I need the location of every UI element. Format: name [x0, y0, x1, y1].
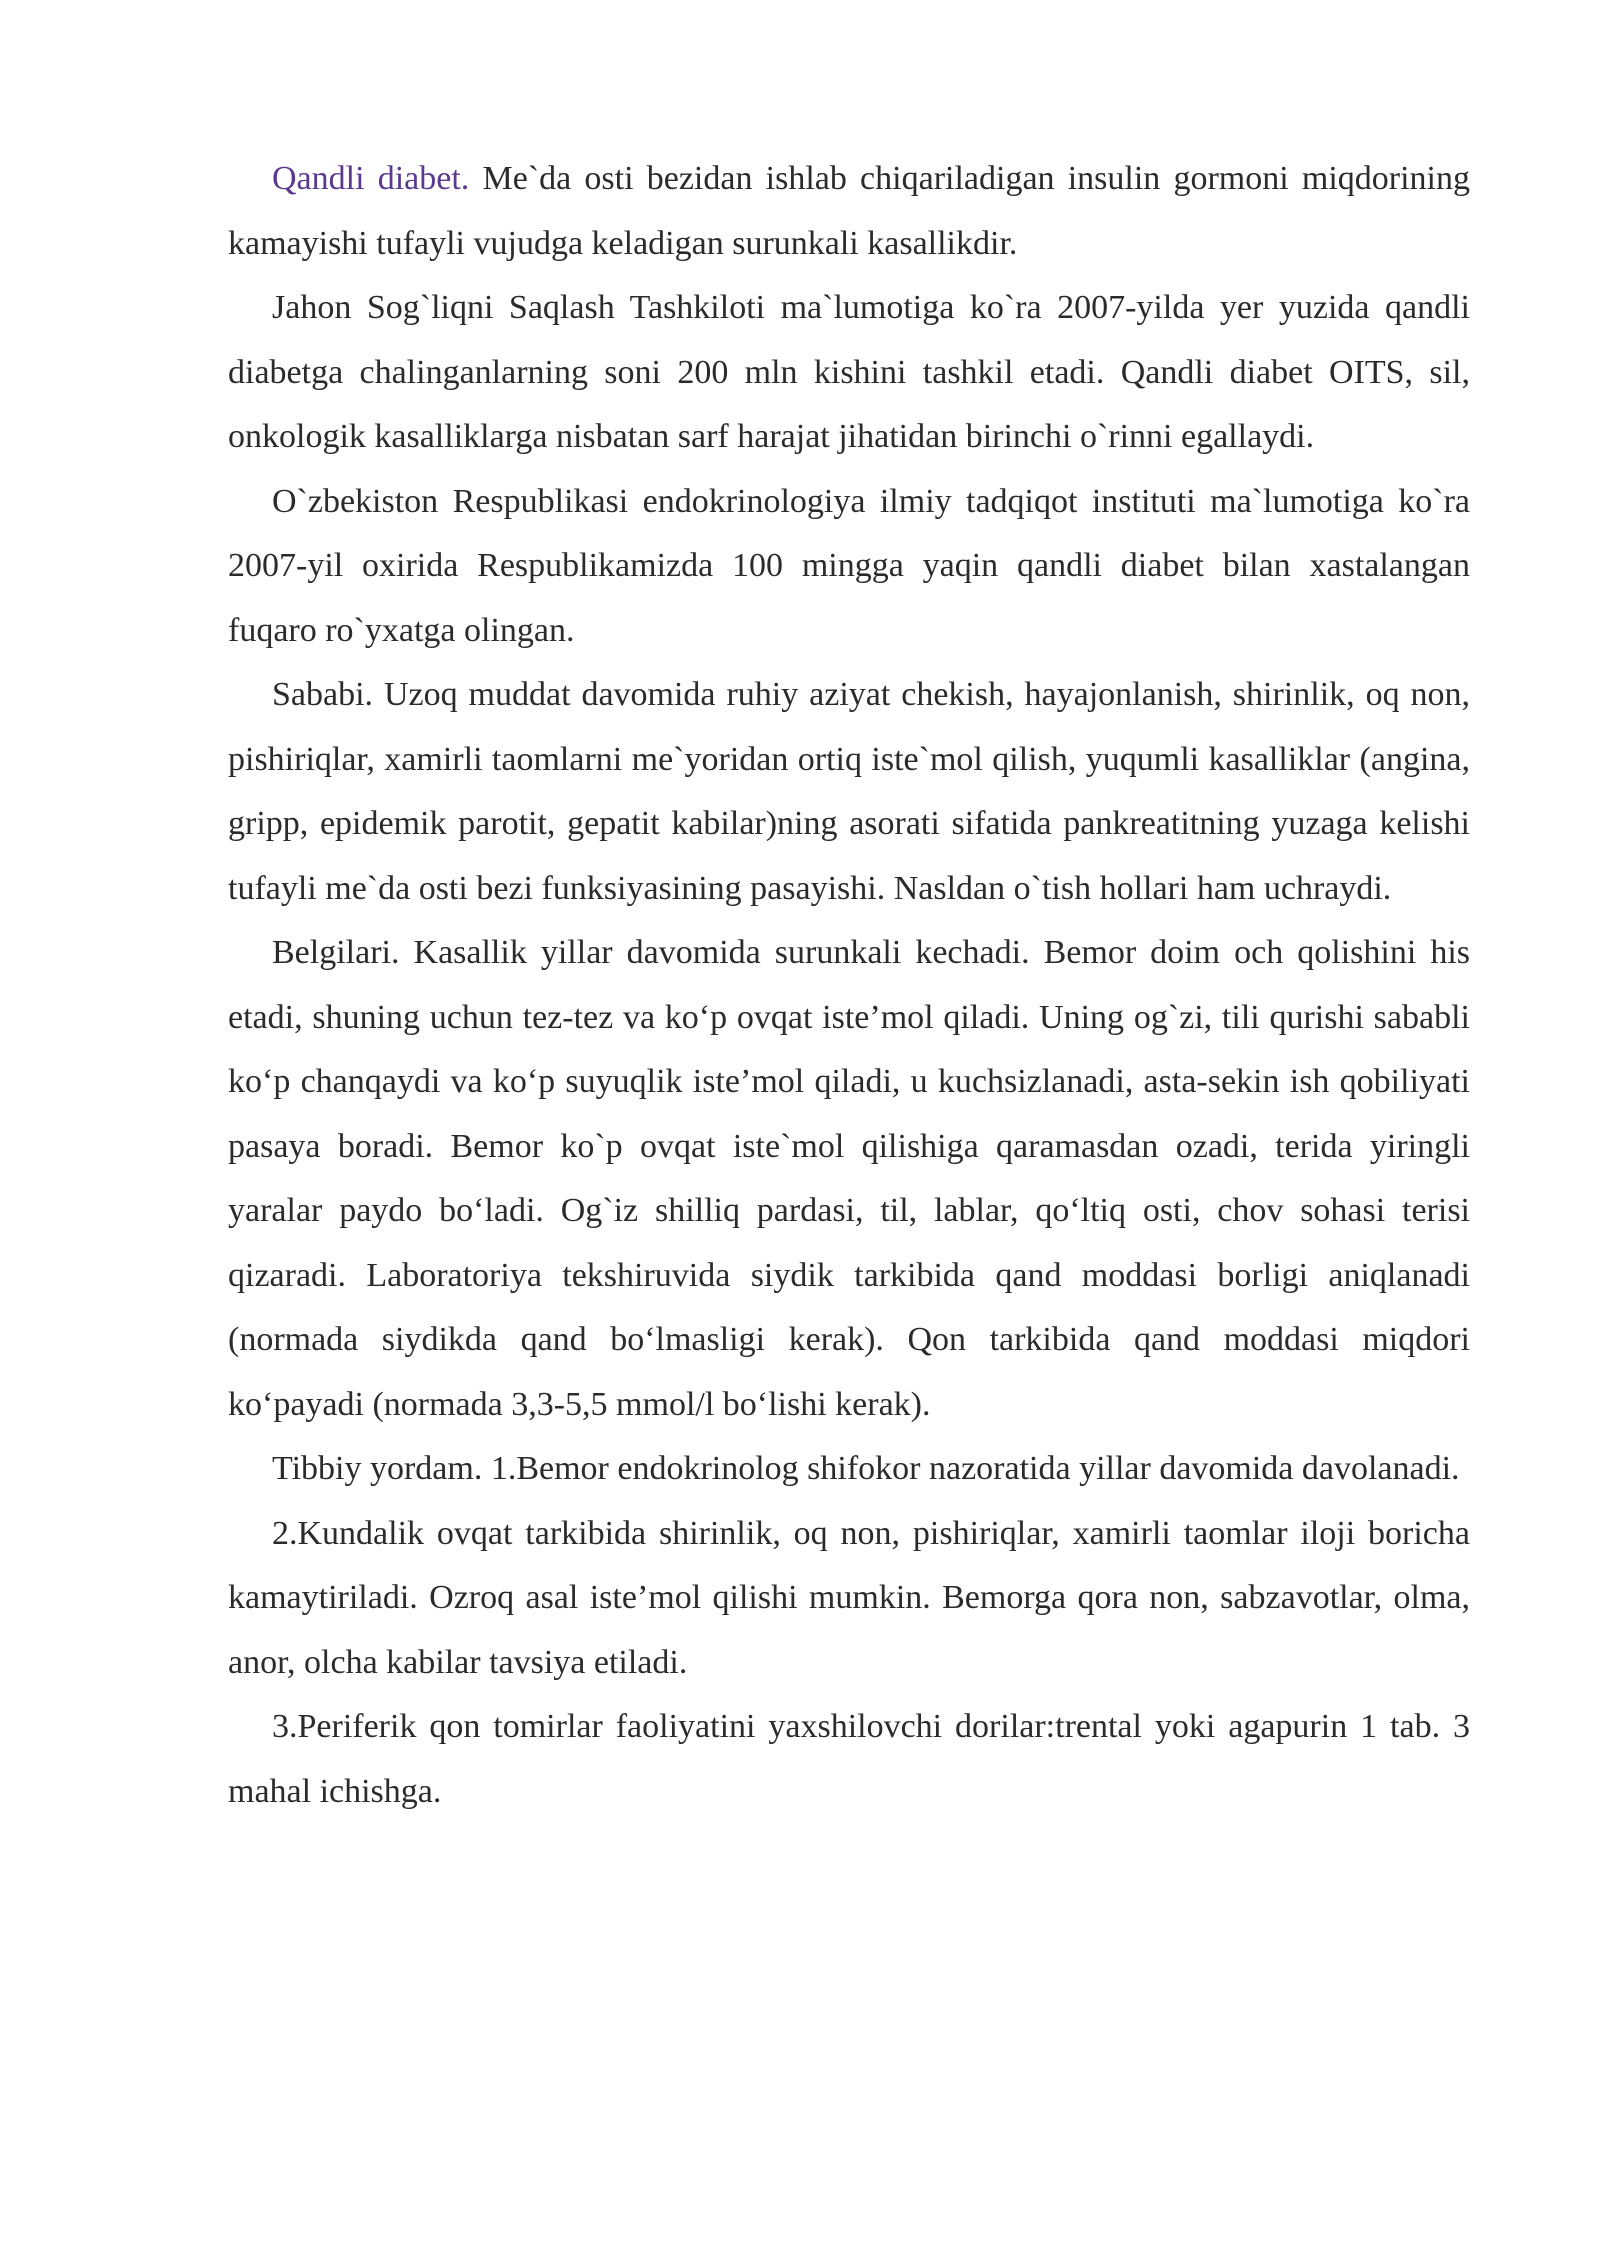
paragraph-text: Tibbiy yordam. 1.Bemor endokrinolog shifokor nazoratida yillar davomida davolanadi.: [272, 1450, 1460, 1487]
paragraph-medical-help-2: [228, 1502, 1470, 1696]
paragraph-symptoms: [228, 921, 1470, 1437]
paragraph-text: Jahon Sog`liqni Saqlash Tashkiloti ma`lumotiga ko`ra 2007-yilda yer yuzida qandli diabetga chalinganlarning soni 200 mln kishini tashkil etadi. Qandli diabet OITS, sil, onkologik kasalliklarga nisbatan sarf harajat jihatidan birinchi o`rinni egallaydi.: [228, 289, 1470, 455]
paragraph-text: Sababi. Uzoq muddat davomida ruhiy aziyat chekish, hayajonlanish, shirinlik, oq non, pishiriqlar, xamirli taomlarni me`yoridan ortiq iste`mol qilish, yuqumli kasalliklar (angina, gripp, epidemik parotit, gepatit kabilar)ning asorati sifatida pankreatitning yuzaga kelishi tufayli me`da osti bezi funksiyasining pasayishi. Nasldan o`tish hollari ham uchraydi.: [228, 676, 1470, 907]
paragraph-text: O`zbekiston Respublikasi endokrinologiya ilmiy tadqiqot instituti ma`lumotiga ko`ra 2007-yil oxirida Respublikamizda 100 mingga yaqin qandli diabet bilan xastalangan fuqaro ro`yxatga olingan.: [228, 482, 1470, 649]
paragraph-text: 2.Kundalik ovqat tarkibida shirinlik, oq non, pishiriqlar, xamirli taomlar iloji boricha kamaytiriladi. Ozroq asal iste’mol qilishi mumkin. Bemorga qora non, sabzavotlar, olma, anor, olcha kabilar tavsiya etiladi.: [228, 1514, 1470, 1681]
paragraph-text: Me`da osti bezidan ishlab chiqariladigan insulin gormoni miqdorining kamayishi tufayli vujudga keladigan surunkali kasallikdir.: [228, 160, 1470, 262]
paragraph-text: Belgilari. Kasallik yillar davomida surunkali kechadi. Bemor doim och qolishini his etadi, shuning uchun tez-tez va ko‘p ovqat iste’mol qiladi. Uning og`zi, tili qurishi sababli ko‘p chanqaydi va ko‘p suyuqlik iste’mol qiladi, u kuchsizlanadi, asta-sekin ish qobiliyati pasaya boradi. Bemor ko`p ovqat iste`mol qilishiga qaramasdan ozadi, terida yiringli yaralar paydo bo‘ladi. Og`iz shilliq pardasi, til, lablar, qo‘ltiq osti, chov sohasi terisi qizaradi. Laboratoriya tekshiruvida siydik tarkibida qand moddasi borligi aniqlanadi (normada siydikda qand bo‘lmasligi kerak). Qon tarkibida qand moddasi miqdori ko‘payadi (normada 3,3-5,5 mmol/l bo‘lishi kerak).: [228, 934, 1470, 1423]
paragraph-uzbekistan-statistics: [228, 470, 1470, 664]
term-heading: Qandli diabet.: [272, 160, 470, 197]
paragraph-medical-help-1: [228, 1437, 1470, 1502]
document-body: [228, 147, 1470, 1824]
paragraph-definition: [228, 147, 1470, 276]
paragraph-who-statistics: [228, 276, 1470, 470]
paragraph-medical-help-3: [228, 1695, 1470, 1824]
paragraph-text: 3.Periferik qon tomirlar faoliyatini yaxshilovchi dorilar:trental yoki agapurin 1 tab. 3 mahal ichishga.: [228, 1708, 1470, 1810]
paragraph-causes: [228, 663, 1470, 921]
